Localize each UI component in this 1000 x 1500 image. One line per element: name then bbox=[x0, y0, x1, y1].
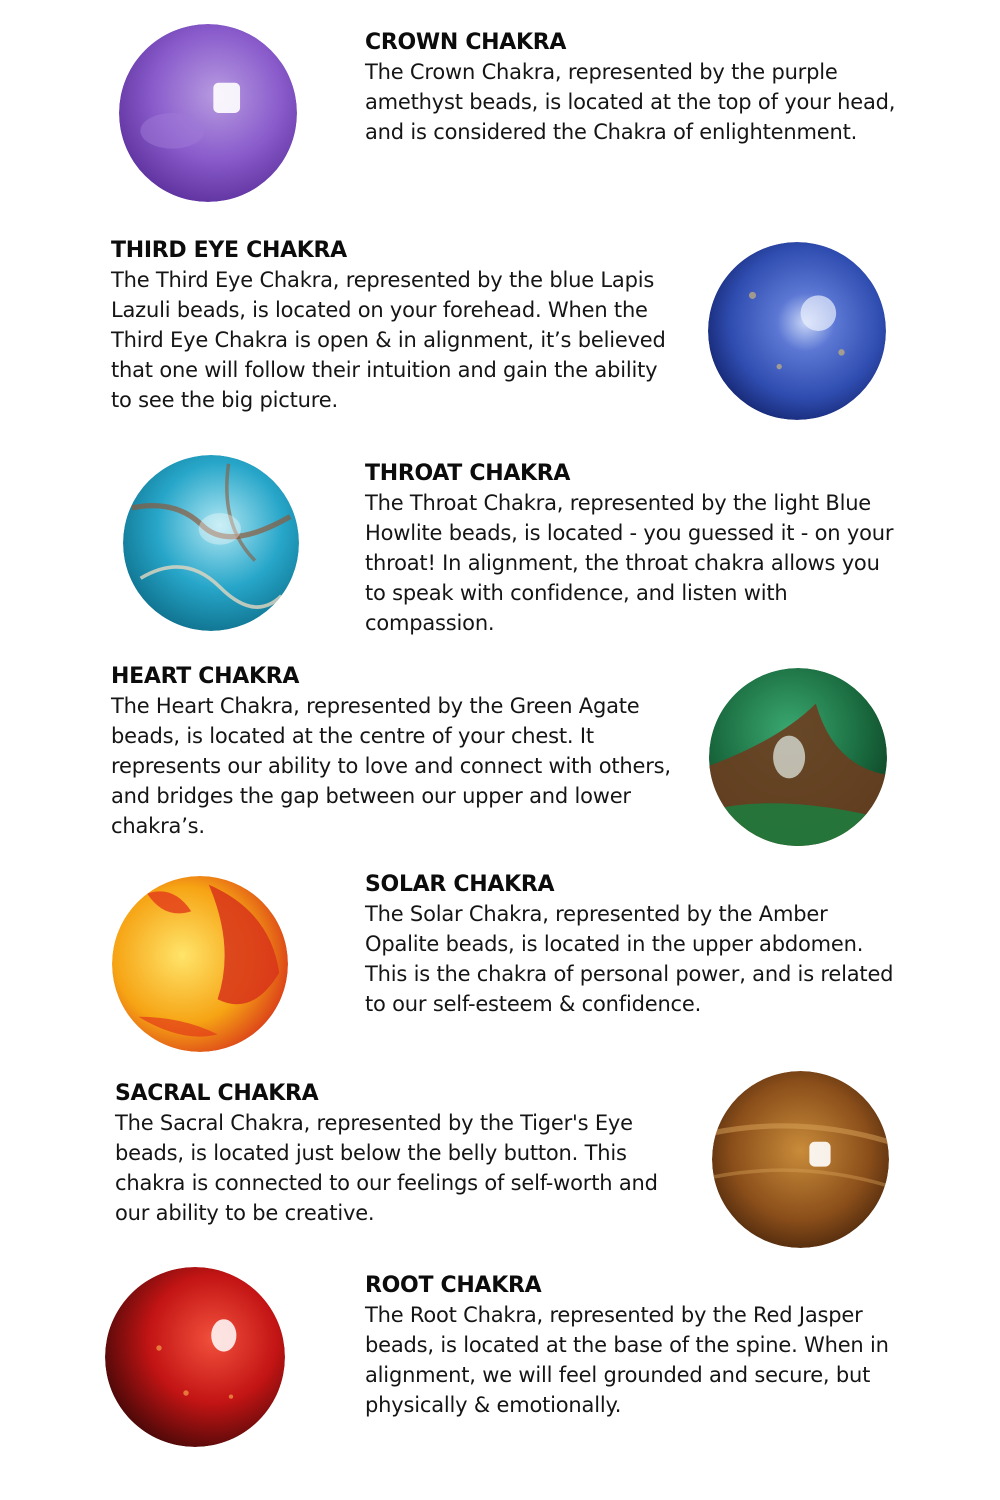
amethyst-bead-image bbox=[119, 24, 297, 202]
root-chakra-section bbox=[365, 1272, 900, 1420]
third-eye-chakra-title: THIRD EYE CHAKRA bbox=[111, 238, 347, 263]
throat-chakra-title: THROAT CHAKRA bbox=[365, 461, 571, 486]
third-eye-chakra-section bbox=[111, 237, 681, 415]
red-jasper-bead-image bbox=[105, 1267, 285, 1447]
sacral-chakra-description: The Sacral Chakra, represented by the Tiger's Eye beads, is located just below the belly button. This chakra is connected to our feelings of self-worth and our ability to be creative. bbox=[115, 1111, 658, 1225]
throat-chakra-description: The Throat Chakra, represented by the light Blue Howlite beads, is located - you guessed it - on your throat! In alignment, the throat chakra allows you to speak with confidence, and listen with compassion. bbox=[365, 491, 894, 635]
throat-chakra-section bbox=[365, 460, 900, 638]
amber-opalite-bead-image bbox=[112, 876, 288, 1052]
third-eye-chakra-description: The Third Eye Chakra, represented by the blue Lapis Lazuli beads, is located on your forehead. When the Third Eye Chakra is open & in alignment, it’s believed that one will follow their intuition and gain the ability to see the big picture. bbox=[111, 268, 666, 412]
sacral-chakra-section bbox=[115, 1080, 685, 1228]
lapis-lazuli-bead-image bbox=[708, 242, 886, 420]
crown-chakra-title: CROWN CHAKRA bbox=[365, 30, 567, 55]
heart-chakra-title: HEART CHAKRA bbox=[111, 664, 300, 689]
green-agate-bead-image bbox=[709, 668, 887, 846]
crown-chakra-description: The Crown Chakra, represented by the purple amethyst beads, is located at the top of your head, and is considered the Chakra of enlightenment. bbox=[365, 60, 896, 144]
sacral-chakra-title: SACRAL CHAKRA bbox=[115, 1081, 319, 1106]
solar-chakra-title: SOLAR CHAKRA bbox=[365, 872, 555, 897]
heart-chakra-description: The Heart Chakra, represented by the Green Agate beads, is located at the centre of your chest. It represents our ability to love and connect with others, and bridges the gap between our upper and lower chakra’s. bbox=[111, 694, 671, 838]
root-chakra-description: The Root Chakra, represented by the Red Jasper beads, is located at the base of the spine. When in alignment, we will feel grounded and secure, but physically & emotionally. bbox=[365, 1303, 889, 1417]
crown-chakra-section bbox=[365, 29, 900, 147]
howlite-bead-image bbox=[123, 455, 299, 631]
tigers-eye-bead-image bbox=[712, 1071, 889, 1248]
heart-chakra-section bbox=[111, 663, 681, 841]
root-chakra-title: ROOT CHAKRA bbox=[365, 1273, 542, 1298]
solar-chakra-description: The Solar Chakra, represented by the Amber Opalite beads, is located in the upper abdomen. This is the chakra of personal power, and is related to our self-esteem & confidence. bbox=[365, 902, 894, 1016]
solar-chakra-section bbox=[365, 871, 900, 1019]
